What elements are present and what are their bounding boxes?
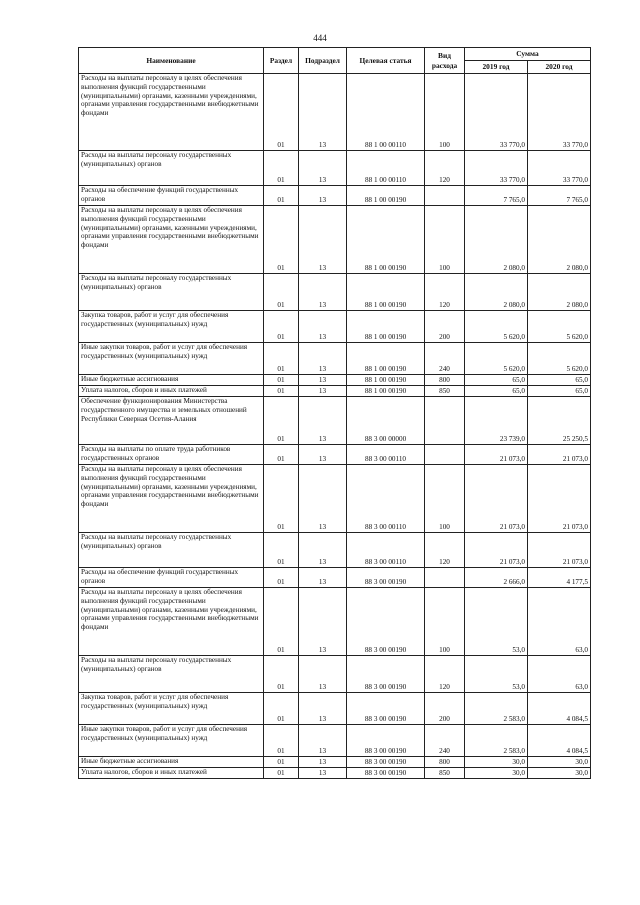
row-sum-2019: 23 739,0 (465, 397, 528, 445)
row-subsection: 13 (299, 533, 347, 568)
row-sum-2020: 21 073,0 (528, 533, 591, 568)
row-type: 850 (425, 768, 465, 779)
row-type: 240 (425, 725, 465, 757)
row-subsection: 13 (299, 74, 347, 151)
header-section: Раздел (264, 48, 299, 74)
row-target: 88 3 00 00190 (347, 693, 425, 725)
header-2020: 2020 год (528, 61, 591, 74)
row-section: 01 (264, 445, 299, 465)
row-section: 01 (264, 757, 299, 768)
row-subsection: 13 (299, 206, 347, 274)
row-name: Расходы на выплаты персоналу в целях обеспечения выполнения функций государственными (муниципальными) органами, казенными учреждениями, органами управления государственными внебюджетными фондами (79, 74, 264, 151)
row-sum-2020: 21 073,0 (528, 465, 591, 533)
row-sum-2020: 21 073,0 (528, 445, 591, 465)
row-name: Уплата налогов, сборов и иных платежей (79, 768, 264, 779)
row-sum-2020: 33 770,0 (528, 151, 591, 186)
row-subsection: 13 (299, 151, 347, 186)
row-sum-2020: 30,0 (528, 757, 591, 768)
row-target: 88 1 00 00190 (347, 386, 425, 397)
row-type: 120 (425, 274, 465, 311)
row-type: 100 (425, 74, 465, 151)
row-subsection: 13 (299, 274, 347, 311)
table-row (79, 274, 591, 311)
row-sum-2019: 30,0 (465, 757, 528, 768)
header-target: Целевая статья (347, 48, 425, 74)
row-subsection: 13 (299, 397, 347, 445)
row-sum-2020: 4 177,5 (528, 568, 591, 588)
row-sum-2020: 65,0 (528, 375, 591, 386)
budget-table (78, 47, 591, 779)
row-subsection: 13 (299, 725, 347, 757)
row-section: 01 (264, 533, 299, 568)
table-row (79, 445, 591, 465)
table-row (79, 343, 591, 375)
row-target: 88 3 00 00190 (347, 725, 425, 757)
row-subsection: 13 (299, 768, 347, 779)
table-row (79, 656, 591, 693)
header-type: Вид расхода (425, 48, 465, 74)
row-name: Расходы на выплаты персоналу государственных (муниципальных) органов (79, 151, 264, 186)
row-sum-2020: 25 250,5 (528, 397, 591, 445)
row-type (425, 186, 465, 206)
row-sum-2019: 2 080,0 (465, 274, 528, 311)
row-name: Иные закупки товаров, работ и услуг для обеспечения государственных (муниципальных) нужд (79, 725, 264, 757)
row-name: Закупка товаров, работ и услуг для обеспечения государственных (муниципальных) нужд (79, 693, 264, 725)
row-type: 100 (425, 206, 465, 274)
row-section: 01 (264, 274, 299, 311)
row-section: 01 (264, 768, 299, 779)
row-target: 88 1 00 00190 (347, 274, 425, 311)
table-row (79, 568, 591, 588)
row-subsection: 13 (299, 656, 347, 693)
row-name: Иные бюджетные ассигнования (79, 375, 264, 386)
row-section: 01 (264, 311, 299, 343)
row-section: 01 (264, 375, 299, 386)
row-target: 88 1 00 00190 (347, 375, 425, 386)
table-row (79, 465, 591, 533)
row-sum-2020: 30,0 (528, 768, 591, 779)
row-sum-2019: 2 583,0 (465, 725, 528, 757)
header-subsection: Подраздел (299, 48, 347, 74)
row-type (425, 397, 465, 445)
row-target: 88 3 00 00190 (347, 568, 425, 588)
table-row (79, 397, 591, 445)
table-row (79, 757, 591, 768)
row-type: 200 (425, 693, 465, 725)
row-subsection: 13 (299, 588, 347, 656)
table-row (79, 206, 591, 274)
header-name: Наименование (79, 48, 264, 74)
page-number: 444 (313, 33, 327, 43)
table-body (79, 74, 591, 779)
row-type: 800 (425, 757, 465, 768)
row-subsection: 13 (299, 311, 347, 343)
table-row (79, 533, 591, 568)
row-type: 850 (425, 386, 465, 397)
row-sum-2020: 63,0 (528, 588, 591, 656)
row-target: 88 1 00 00190 (347, 343, 425, 375)
row-name: Расходы на выплаты персоналу государственных (муниципальных) органов (79, 274, 264, 311)
row-sum-2019: 33 770,0 (465, 151, 528, 186)
table-row (79, 311, 591, 343)
row-name: Расходы на выплаты персоналу государственных (муниципальных) органов (79, 656, 264, 693)
row-section: 01 (264, 386, 299, 397)
row-sum-2020: 65,0 (528, 386, 591, 397)
row-target: 88 3 00 00190 (347, 656, 425, 693)
row-sum-2020: 2 080,0 (528, 206, 591, 274)
table-row (79, 386, 591, 397)
row-sum-2019: 7 765,0 (465, 186, 528, 206)
row-name: Обеспечение функционирования Министерства государственного имущества и земельных отношений Республики Северная Осетия-Алания (79, 397, 264, 445)
row-type: 120 (425, 151, 465, 186)
row-type (425, 445, 465, 465)
row-sum-2020: 4 084,5 (528, 725, 591, 757)
row-sum-2019: 2 583,0 (465, 693, 528, 725)
row-subsection: 13 (299, 375, 347, 386)
row-sum-2020: 63,0 (528, 656, 591, 693)
row-type: 120 (425, 533, 465, 568)
table-row (79, 151, 591, 186)
row-sum-2020: 5 620,0 (528, 311, 591, 343)
row-target: 88 3 00 00190 (347, 768, 425, 779)
row-type: 240 (425, 343, 465, 375)
row-sum-2019: 5 620,0 (465, 343, 528, 375)
table-row (79, 768, 591, 779)
row-sum-2019: 53,0 (465, 588, 528, 656)
row-sum-2019: 30,0 (465, 768, 528, 779)
row-name: Закупка товаров, работ и услуг для обеспечения государственных (муниципальных) нужд (79, 311, 264, 343)
row-name: Расходы на выплаты по оплате труда работников государственных органов (79, 445, 264, 465)
row-target: 88 1 00 00190 (347, 206, 425, 274)
row-type (425, 568, 465, 588)
row-section: 01 (264, 465, 299, 533)
table-row (79, 186, 591, 206)
row-name: Расходы на выплаты персоналу государственных (муниципальных) органов (79, 533, 264, 568)
row-type: 100 (425, 465, 465, 533)
row-section: 01 (264, 656, 299, 693)
row-target: 88 3 00 00190 (347, 588, 425, 656)
header-row (79, 48, 591, 61)
row-target: 88 1 00 00110 (347, 151, 425, 186)
row-name: Расходы на выплаты персоналу в целях обеспечения выполнения функций государственными (муниципальными) органами, казенными учреждениями, органами управления государственными внебюджетными фондами (79, 206, 264, 274)
table-row (79, 74, 591, 151)
row-name: Иные бюджетные ассигнования (79, 757, 264, 768)
row-name: Расходы на выплаты персоналу в целях обеспечения выполнения функций государственными (муниципальными) органами, казенными учреждениями, органами управления государственными внебюджетными фондами (79, 465, 264, 533)
row-sum-2020: 4 084,5 (528, 693, 591, 725)
row-subsection: 13 (299, 568, 347, 588)
table-row (79, 693, 591, 725)
row-section: 01 (264, 725, 299, 757)
row-name: Иные закупки товаров, работ и услуг для обеспечения государственных (муниципальных) нужд (79, 343, 264, 375)
row-sum-2019: 65,0 (465, 386, 528, 397)
row-target: 88 3 00 00000 (347, 397, 425, 445)
row-sum-2020: 33 770,0 (528, 74, 591, 151)
row-subsection: 13 (299, 386, 347, 397)
row-type: 800 (425, 375, 465, 386)
row-sum-2019: 2 666,0 (465, 568, 528, 588)
row-sum-2019: 5 620,0 (465, 311, 528, 343)
row-subsection: 13 (299, 445, 347, 465)
row-subsection: 13 (299, 693, 347, 725)
row-subsection: 13 (299, 757, 347, 768)
row-sum-2019: 2 080,0 (465, 206, 528, 274)
row-type: 100 (425, 588, 465, 656)
row-target: 88 3 00 00190 (347, 757, 425, 768)
row-sum-2020: 5 620,0 (528, 343, 591, 375)
row-sum-2019: 21 073,0 (465, 533, 528, 568)
row-section: 01 (264, 74, 299, 151)
table-row (79, 375, 591, 386)
row-name: Расходы на обеспечение функций государственных органов (79, 568, 264, 588)
row-sum-2019: 53,0 (465, 656, 528, 693)
row-section: 01 (264, 151, 299, 186)
row-section: 01 (264, 397, 299, 445)
row-sum-2019: 33 770,0 (465, 74, 528, 151)
row-target: 88 1 00 00190 (347, 186, 425, 206)
row-sum-2019: 21 073,0 (465, 465, 528, 533)
row-section: 01 (264, 693, 299, 725)
row-section: 01 (264, 206, 299, 274)
row-subsection: 13 (299, 343, 347, 375)
row-sum-2019: 65,0 (465, 375, 528, 386)
row-type: 200 (425, 311, 465, 343)
row-subsection: 13 (299, 186, 347, 206)
row-target: 88 1 00 00110 (347, 74, 425, 151)
row-type: 120 (425, 656, 465, 693)
row-section: 01 (264, 186, 299, 206)
row-section: 01 (264, 568, 299, 588)
row-name: Расходы на обеспечение функций государственных органов (79, 186, 264, 206)
row-name: Расходы на выплаты персоналу в целях обеспечения выполнения функций государственными (муниципальными) органами, казенными учреждениями, органами управления государственными внебюджетными фондами (79, 588, 264, 656)
row-name: Уплата налогов, сборов и иных платежей (79, 386, 264, 397)
header-sum: Сумма (465, 48, 591, 61)
table-row (79, 588, 591, 656)
row-sum-2019: 21 073,0 (465, 445, 528, 465)
table-row (79, 725, 591, 757)
header-2019: 2019 год (465, 61, 528, 74)
row-section: 01 (264, 343, 299, 375)
row-target: 88 3 00 00110 (347, 533, 425, 568)
row-sum-2020: 2 080,0 (528, 274, 591, 311)
row-sum-2020: 7 765,0 (528, 186, 591, 206)
row-section: 01 (264, 588, 299, 656)
row-target: 88 1 00 00190 (347, 311, 425, 343)
row-target: 88 3 00 00110 (347, 445, 425, 465)
row-target: 88 3 00 00110 (347, 465, 425, 533)
row-subsection: 13 (299, 465, 347, 533)
